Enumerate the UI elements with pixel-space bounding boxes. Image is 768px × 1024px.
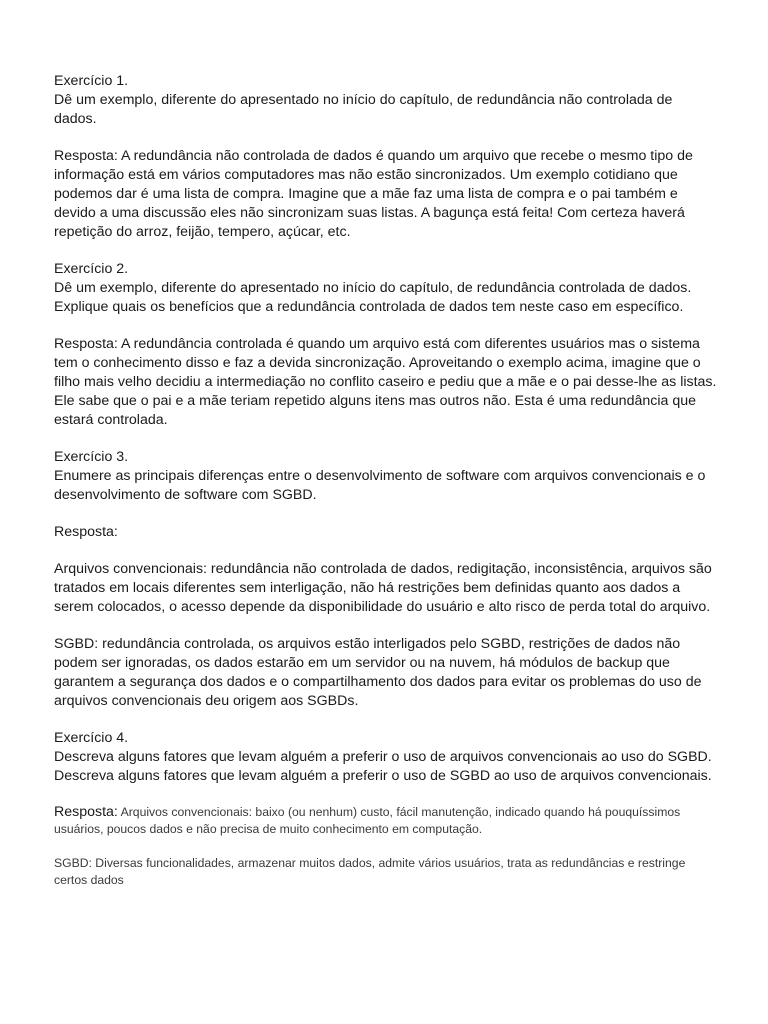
exercise-3-answer-part-1 [54, 560, 718, 617]
exercise-4-answer [54, 804, 718, 838]
exercise-2-question-text-2: Explique quais os benefícios que a redundância controlada de dados tem neste caso em específico. [54, 299, 684, 315]
exercise-2-title: Exercício 2. [54, 261, 129, 277]
exercise-1-question-text: Dê um exemplo, diferente do apresentado no início do capítulo, de redundância não controlada de dados. [54, 92, 673, 127]
exercise-3-question [54, 448, 718, 505]
exercise-2-answer [54, 335, 718, 430]
exercise-1-question [54, 72, 718, 129]
exercise-1-title: Exercício 1. [54, 73, 129, 89]
exercise-2-answer-text: Resposta: A redundância controlada é quando um arquivo está com diferentes usuários mas o sistema tem o conhecimento disso e faz a devida sincronização. Aproveitando o exemplo acima, imagine que o filho mais velho decidiu a intermediação no conflito caseiro e pediu que a mãe e o pai desse-lhe as listas. Ele sabe que o pai e a mãe teriam repetido alguns itens mas outros não. Esta é uma redundância que estará controlada. [54, 336, 717, 428]
exercise-3-answer-conventional: Arquivos convencionais: redundância não controlada de dados, redigitação, inconsistência, arquivos são tratados em locais diferentes sem interligação, não há restrições bem definidas quanto aos dados a serem colocados, o acesso depende da disponibilidade do usuário e alto risco de perda total do arquivo. [54, 561, 712, 615]
document-page [54, 72, 718, 906]
exercise-2-question [54, 260, 718, 317]
exercise-3-answer-part-2 [54, 635, 718, 711]
exercise-3-question-text: Enumere as principais diferenças entre o desenvolvimento de software com arquivos convencionais e o desenvolvimento de software com SGBD. [54, 468, 706, 503]
exercise-4-answer-text: Arquivos convencionais: baixo (ou nenhum) custo, fácil manutenção, indicado quando há pouquíssimos usuários, poucos dados e não precisa de muito conhecimento em computação. [54, 805, 681, 836]
exercise-1-answer [54, 147, 718, 242]
exercise-3-title: Exercício 3. [54, 449, 129, 465]
exercise-3-answer-label [54, 523, 718, 542]
exercise-1-answer-text: Resposta: A redundância não controlada de dados é quando um arquivo que recebe o mesmo tipo de informação está em vários computadores mas não estão sincronizados. Um exemplo cotidiano que podemos dar é uma lista de compra. Imagine que a mãe faz uma lista de compra e o pai também e devido a uma discussão eles não sincronizam suas listas. A bagunça está feita! Com certeza haverá repetição do arroz, feijão, tempero, açúcar, etc. [54, 148, 693, 240]
exercise-4-question-text-2: Descreva alguns fatores que levam alguém a preferir o uso de SGBD ao uso de arquivos convencionais. [54, 768, 712, 784]
exercise-4-question-text-1: Descreva alguns fatores que levam alguém a preferir o uso de arquivos convencionais ao uso do SGBD. [54, 749, 712, 765]
exercise-2-question-text-1: Dê um exemplo, diferente do apresentado no início do capítulo, de redundância controlada de dados. [54, 280, 692, 296]
exercise-4-title: Exercício 4. [54, 730, 129, 746]
exercise-4-answer-lead: Resposta: [54, 804, 118, 820]
exercise-4-answer-sgbd: SGBD: Diversas funcionalidades, armazenar muitos dados, admite vários usuários, trata as redundâncias e restringe certos dados [54, 856, 686, 887]
exercise-3-answer-label-text: Resposta: [54, 524, 118, 540]
exercise-4-question [54, 729, 718, 786]
exercise-4-answer-extra [54, 855, 718, 889]
exercise-3-answer-sgbd: SGBD: redundância controlada, os arquivos estão interligados pelo SGBD, restrições de dados não podem ser ignoradas, os dados estarão em um servidor ou na nuvem, há módulos de backup que garantem a segurança dos dados e o compartilhamento dos dados para evitar os problemas do uso de arquivos convencionais deu origem aos SGBDs. [54, 636, 702, 709]
